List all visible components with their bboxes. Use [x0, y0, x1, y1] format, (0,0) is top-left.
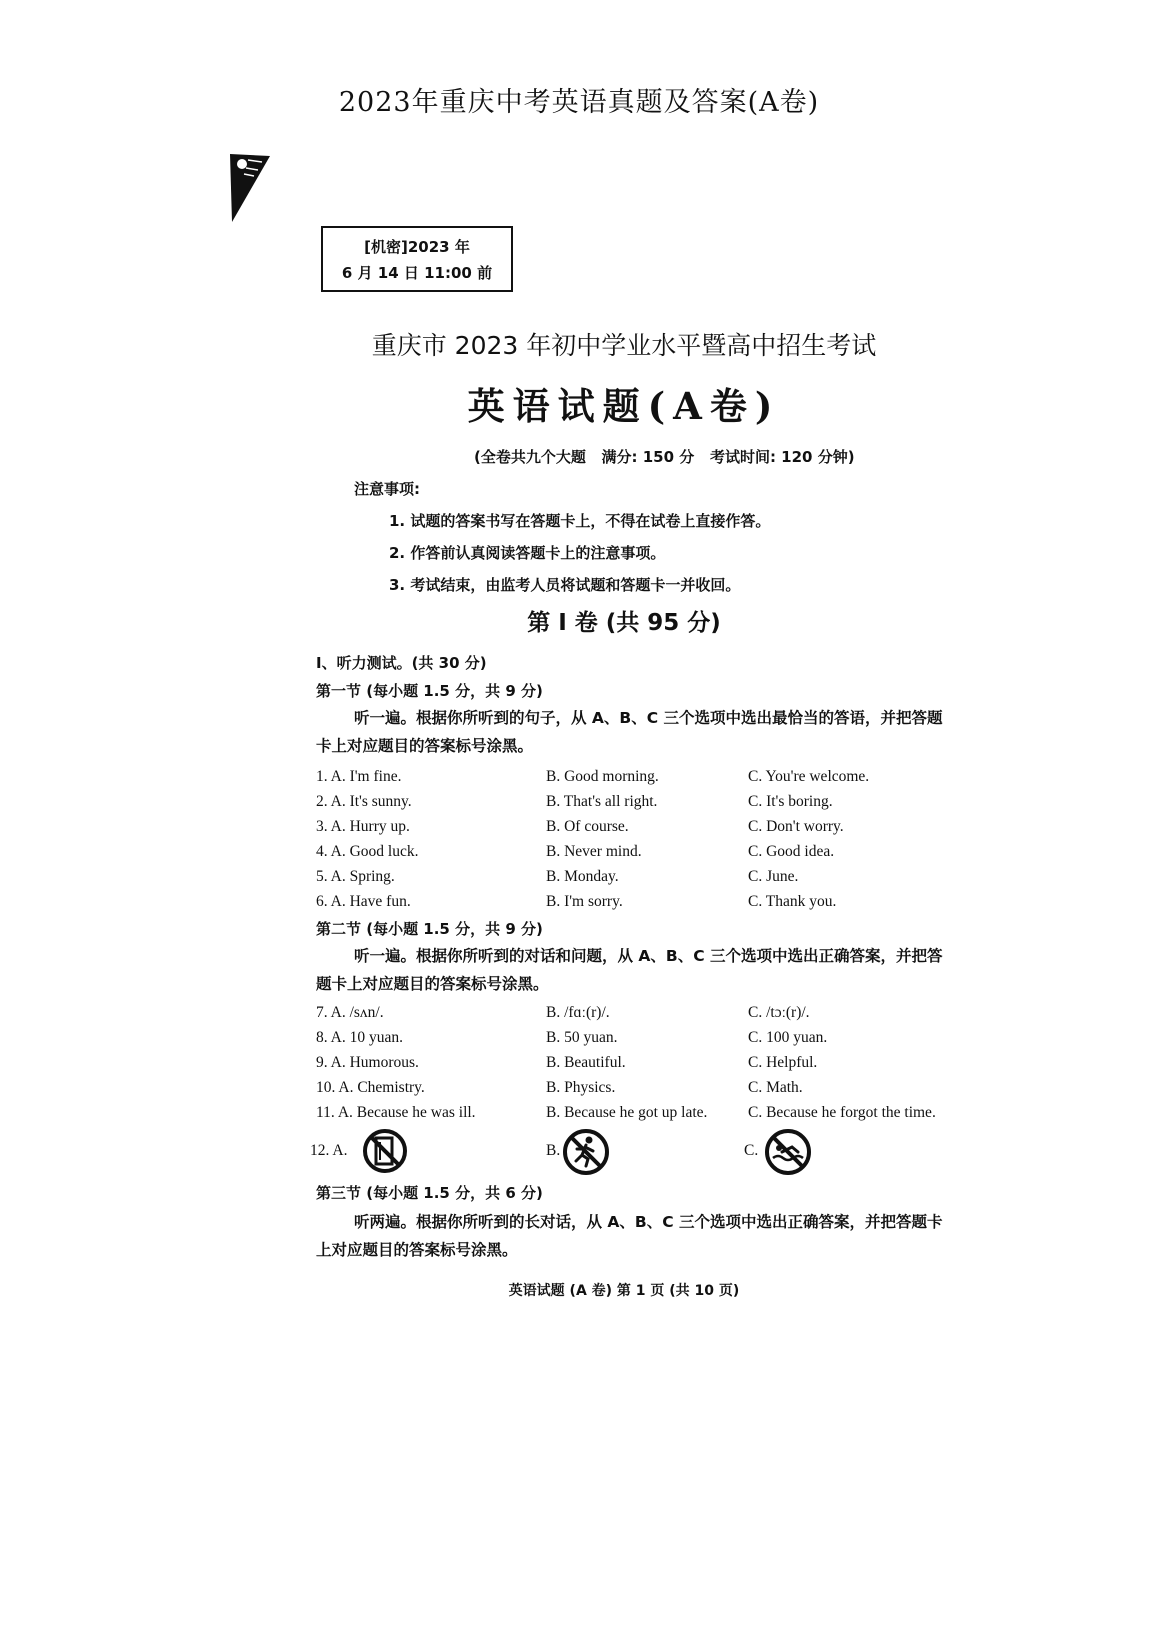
note-item: 3. 考试结束，由监考人员将试题和答题卡一并收回。	[389, 576, 741, 594]
option-c: C. Thank you.	[748, 893, 837, 910]
no-swimming-sign-icon	[764, 1128, 812, 1176]
option-b: B. Beautiful.	[546, 1054, 626, 1071]
sec3-instr-line1: 听两遍。根据你所听到的长对话，从 A、B、C 三个选项中选出正确答案，并把答题卡	[354, 1213, 943, 1231]
q12-label-b: B.	[546, 1142, 561, 1159]
option-b: B. /fɑː(r)/.	[546, 1004, 610, 1021]
page-footer: 英语试题 (A 卷) 第 1 页 (共 10 页)	[508, 1283, 740, 1299]
stamp-line-2: 6 月 14 日 11:00 前	[341, 264, 493, 282]
exam-subject: 英语试题(A卷)	[467, 384, 781, 428]
option-b: B. That's all right.	[546, 793, 658, 810]
exam-info: (全卷共九个大题 满分: 150 分 考试时间: 120 分钟)	[474, 448, 855, 466]
option-c: C. You're welcome.	[748, 768, 870, 785]
option-b: B. Of course.	[546, 818, 629, 835]
question-row	[316, 868, 1016, 892]
exam-name: 重庆市 2023 年初中学业水平暨高中招生考试	[371, 331, 877, 360]
sec2-heading: 第二节 (每小题 1.5 分，共 9 分)	[316, 920, 543, 938]
sec2-instr-line2: 题卡上对应题目的答案标号涂黑。	[316, 975, 549, 993]
option-a: 9. A. Humorous.	[316, 1054, 419, 1071]
q12-label-a: 12. A.	[310, 1142, 348, 1159]
q12-label-c: C.	[744, 1142, 759, 1159]
option-c: C. /tɔː(r)/.	[748, 1004, 810, 1021]
corner-mark-icon	[228, 152, 272, 224]
confidential-stamp	[321, 226, 513, 292]
sec2-instr-line1: 听一遍。根据你所听到的对话和问题，从 A、B、C 三个选项中选出正确答案，并把答	[354, 947, 943, 965]
question-row	[316, 1004, 1016, 1028]
question-row	[316, 843, 1016, 867]
option-c: C. June.	[748, 868, 799, 885]
part-title: 第 I 卷 (共 95 分)	[527, 610, 721, 636]
question-row	[316, 1104, 1016, 1128]
document-title: 2023年重庆中考英语真题及答案(A卷)	[338, 87, 820, 118]
option-a: 1. A. I'm fine.	[316, 768, 402, 785]
sec3-heading: 第三节 (每小题 1.5 分，共 6 分)	[316, 1184, 543, 1202]
option-a: 7. A. /sʌn/.	[316, 1004, 384, 1021]
option-a: 11. A. Because he was ill.	[316, 1104, 476, 1121]
option-c: C. 100 yuan.	[748, 1029, 828, 1046]
question-row	[316, 1054, 1016, 1078]
sec2-instructions	[316, 942, 1016, 998]
option-a: 8. A. 10 yuan.	[316, 1029, 403, 1046]
option-c: C. Good idea.	[748, 843, 835, 860]
question-row	[316, 1029, 1016, 1053]
question-row	[316, 893, 1016, 917]
note-item: 2. 作答前认真阅读答题卡上的注意事项。	[389, 544, 666, 562]
sec1-instr-line1: 听一遍。根据你所听到的句子，从 A、B、C 三个选项中选出最恰当的答语，并把答题	[354, 709, 943, 727]
no-running-sign-icon	[562, 1128, 610, 1176]
listening-section-title: I、听力测试。(共 30 分)	[316, 654, 487, 672]
option-b: B. Monday.	[546, 868, 619, 885]
no-entry-sign-icon	[362, 1128, 408, 1174]
option-b: B. 50 yuan.	[546, 1029, 618, 1046]
question-12-row	[310, 1128, 1010, 1180]
question-row	[316, 818, 1016, 842]
option-c: C. Because he forgot the time.	[748, 1104, 936, 1121]
option-a: 6. A. Have fun.	[316, 893, 411, 910]
option-a: 2. A. It's sunny.	[316, 793, 412, 810]
option-c: C. Math.	[748, 1079, 803, 1096]
option-c: C. It's boring.	[748, 793, 833, 810]
option-a: 3. A. Hurry up.	[316, 818, 410, 835]
question-row	[316, 768, 1016, 792]
option-a: 4. A. Good luck.	[316, 843, 419, 860]
note-item: 1. 试题的答案书写在答题卡上，不得在试卷上直接作答。	[389, 512, 771, 530]
option-b: B. Good morning.	[546, 768, 659, 785]
option-b: B. Because he got up late.	[546, 1104, 708, 1121]
option-b: B. Never mind.	[546, 843, 642, 860]
option-b: B. I'm sorry.	[546, 893, 623, 910]
option-c: C. Helpful.	[748, 1054, 818, 1071]
option-a: 5. A. Spring.	[316, 868, 395, 885]
question-row	[316, 793, 1016, 817]
sec1-heading: 第一节 (每小题 1.5 分，共 9 分)	[316, 682, 543, 700]
sec1-instructions	[316, 704, 1016, 760]
sec1-instr-line2: 卡上对应题目的答案标号涂黑。	[316, 737, 534, 755]
option-c: C. Don't worry.	[748, 818, 844, 835]
sec3-instructions	[316, 1208, 1016, 1264]
option-a: 10. A. Chemistry.	[316, 1079, 425, 1096]
notes-heading: 注意事项:	[354, 480, 420, 498]
sec3-instr-line2: 上对应题目的答案标号涂黑。	[316, 1241, 518, 1259]
question-row	[316, 1079, 1016, 1103]
stamp-line-1: [机密]2023 年	[364, 238, 470, 256]
option-b: B. Physics.	[546, 1079, 616, 1096]
